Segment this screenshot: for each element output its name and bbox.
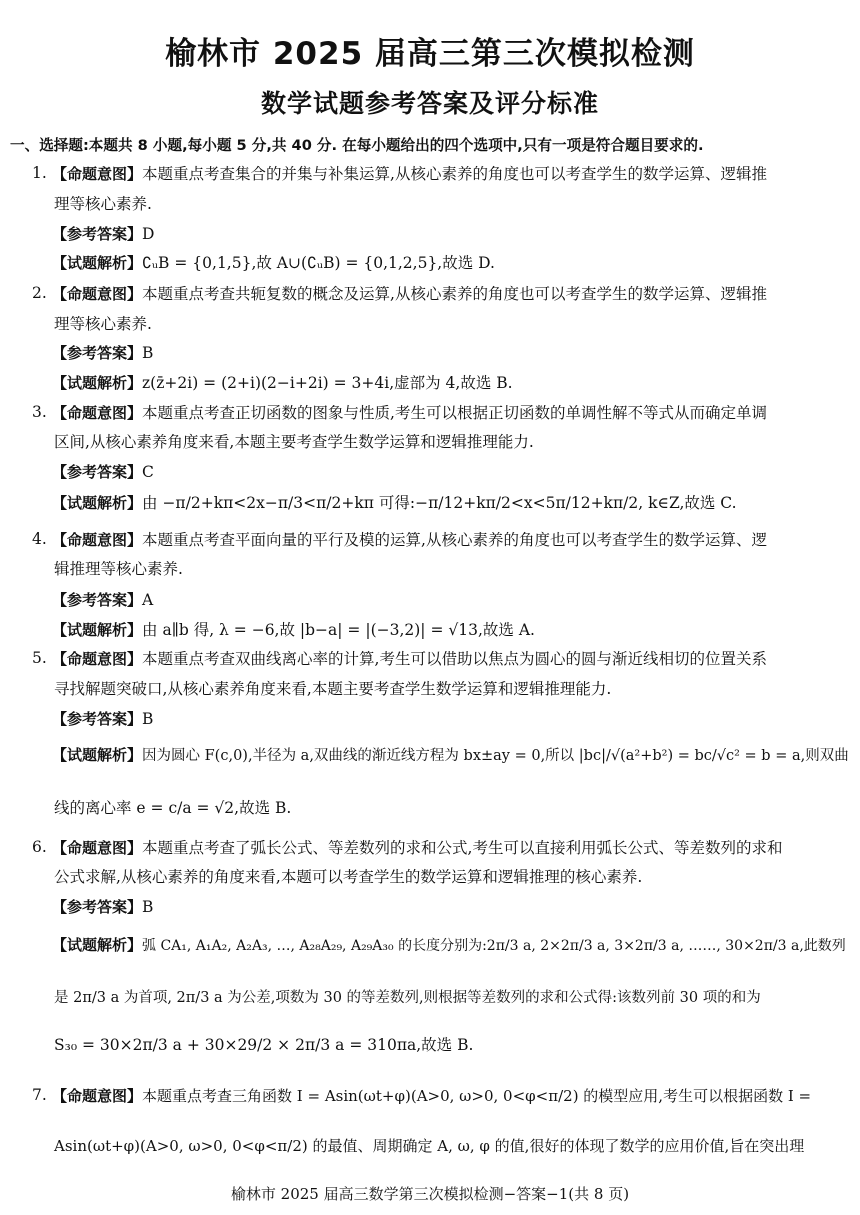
q2-analysis: 【试题解析】z(z̄+2i) = (2+i)(2−i+2i) = 3+4i,虚部为 4,故选 B.	[52, 374, 513, 392]
question-number: 3.	[32, 403, 47, 421]
q6-intent-line-2: 公式求解,从核心素养的角度来看,本题可以考查学生的数学运算和逻辑推理的核心素养.	[54, 868, 643, 886]
q4-analysis: 【试题解析】由 a∥b 得, λ = −6,故 |b−a| = |(−3,2)| = √13,故选 A.	[52, 621, 535, 639]
q2-answer: 【参考答案】B	[52, 344, 154, 362]
q1-intent-line-1: 【命题意图】本题重点考查集合的并集与补集运算,从核心素养的角度也可以考查学生的数学运算、逻辑推	[52, 165, 767, 183]
q1-intent-line-2: 理等核心素养.	[54, 195, 152, 213]
q3-intent-line-1: 【命题意图】本题重点考查正切函数的图象与性质,考生可以根据正切函数的单调性解不等式从而确定单调	[52, 404, 767, 422]
q4-answer: 【参考答案】A	[52, 591, 154, 609]
q6-analysis-line-3: S₃₀ = 30×2π/3 a + 30×29/2 × 2π/3 a = 310πa,故选 B.	[54, 1036, 474, 1054]
intent-label: 【命题意图】	[52, 165, 143, 183]
q6-analysis-line-1: 【试题解析】弧 CA₁, A₁A₂, A₂A₃, …, A₂₈A₂₉, A₂₉A₃₀ 的长度分别为:2π/3 a, 2×2π/3 a, 3×2π/3 a, ……, 30×2π/3 a,此数列	[52, 936, 846, 954]
question-number: 1.	[32, 164, 47, 182]
q5-analysis-line-1: 【试题解析】因为圆心 F(c,0),半径为 a,双曲线的渐近线方程为 bx±ay = 0,所以 |bc|/√(a²+b²) = bc/√c² = b = a,则双曲	[52, 746, 849, 764]
q2-intent-line-1: 【命题意图】本题重点考查共轭复数的概念及运算,从核心素养的角度也可以考查学生的数学运算、逻辑推	[52, 285, 767, 303]
q4-intent-line-2: 辑推理等核心素养.	[54, 560, 183, 578]
question-number: 7.	[32, 1086, 47, 1104]
q6-answer: 【参考答案】B	[52, 898, 154, 916]
question-number: 5.	[32, 649, 47, 667]
q4-intent-line-1: 【命题意图】本题重点考查平面向量的平行及模的运算,从核心素养的角度也可以考查学生的数学运算、逻	[52, 531, 767, 549]
q5-answer: 【参考答案】B	[52, 710, 154, 728]
q3-analysis: 【试题解析】由 −π/2+kπ<2x−π/3<π/2+kπ 可得:−π/12+kπ/2<x<5π/12+kπ/2, k∈Z,故选 C.	[52, 494, 737, 512]
question-number: 2.	[32, 284, 47, 302]
q1-analysis: 【试题解析】∁ᵤB = {0,1,5},故 A∪(∁ᵤB) = {0,1,2,5},故选 D.	[52, 254, 495, 272]
q6-intent-line-1: 【命题意图】本题重点考查了弧长公式、等差数列的求和公式,考生可以直接利用弧长公式、等差数列的求和	[52, 839, 783, 857]
q3-intent-line-2: 区间,从核心素养角度来看,本题主要考查学生数学运算和逻辑推理能力.	[54, 433, 534, 451]
q7-intent-line-2: Asin(ωt+φ)(A>0, ω>0, 0<φ<π/2) 的最值、周期确定 A, ω, φ 的值,很好的体现了数学的应用价值,旨在突出理	[54, 1137, 805, 1155]
q5-intent-line-2: 寻找解题突破口,从核心素养角度来看,本题主要考查学生数学运算和逻辑推理能力.	[54, 680, 612, 698]
question-number: 4.	[32, 530, 47, 548]
q3-answer: 【参考答案】C	[52, 463, 154, 481]
q1-answer: 【参考答案】D	[52, 225, 155, 243]
q6-analysis-line-2: 是 2π/3 a 为首项, 2π/3 a 为公差,项数为 30 的等差数列,则根据等差数列的求和公式得:该数列前 30 项的和为	[54, 990, 761, 1006]
q5-intent-line-1: 【命题意图】本题重点考查双曲线离心率的计算,考生可以借助以焦点为圆心的圆与渐近线相切的位置关系	[52, 650, 767, 668]
section-heading: 一、选择题:本题共 8 小题,每小题 5 分,共 40 分. 在每小题给出的四个选项中,只有一项是符合题目要求的.	[10, 137, 704, 154]
page-subtitle: 数学试题参考答案及评分标准	[260, 89, 599, 118]
q5-analysis-line-2: 线的离心率 e = c/a = √2,故选 B.	[54, 799, 292, 817]
q2-intent-line-2: 理等核心素养.	[54, 315, 152, 333]
q7-intent-line-1: 【命题意图】本题重点考查三角函数 I = Asin(ωt+φ)(A>0, ω>0, 0<φ<π/2) 的模型应用,考生可以根据函数 I =	[52, 1087, 812, 1105]
page-footer: 榆林市 2025 届高三数学第三次模拟检测−答案−1(共 8 页)	[230, 1185, 630, 1203]
page-title: 榆林市 2025 届高三第三次模拟检测	[165, 36, 695, 72]
question-number: 6.	[32, 838, 47, 856]
